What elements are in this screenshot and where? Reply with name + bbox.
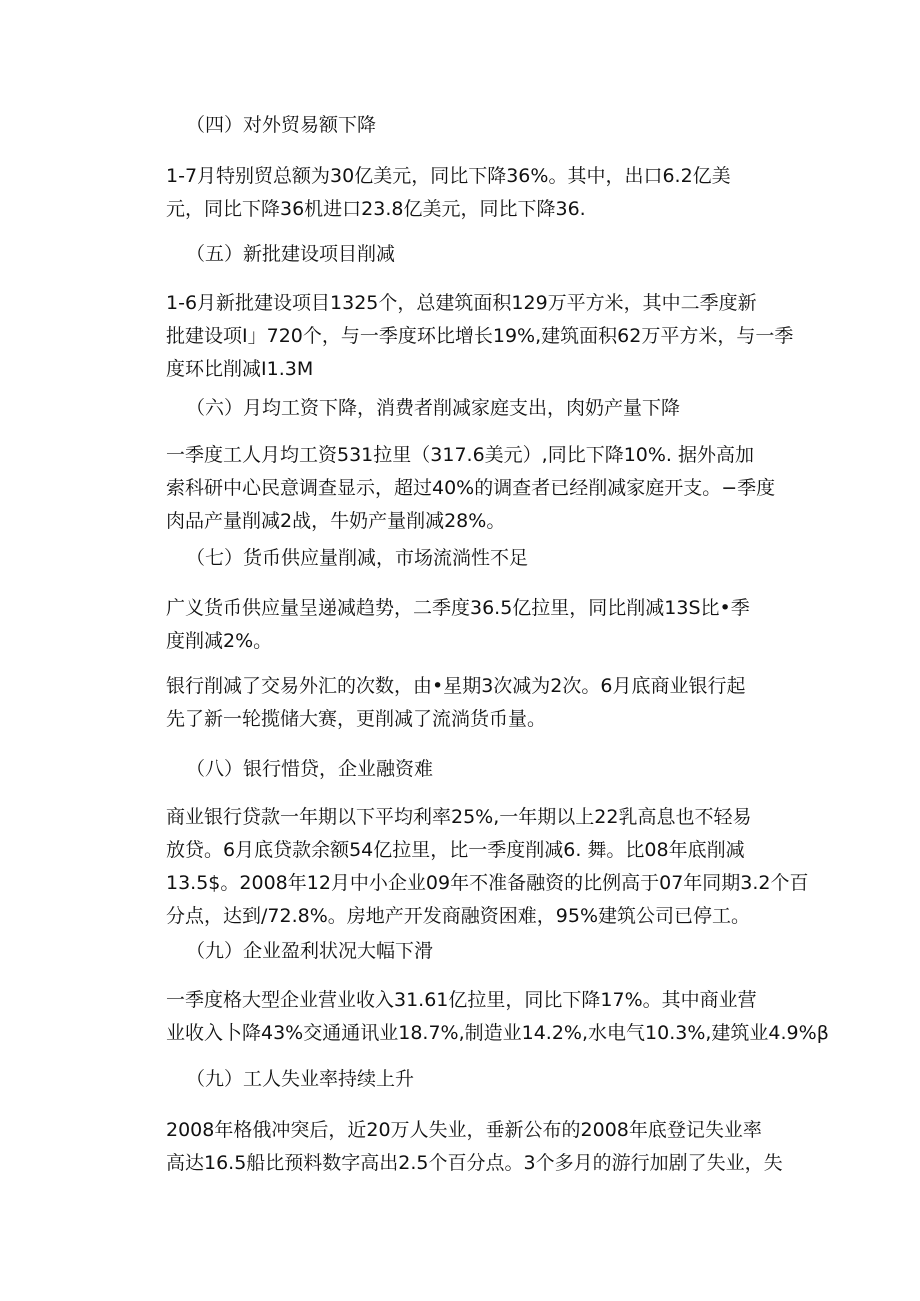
text-line: 放贷。6月底贷款余额54亿拉里，比一季度削减6. 舞。比08年底削减 — [166, 839, 745, 861]
paragraph-forex — [166, 670, 786, 736]
section-heading-money-supply: （七）货币供应量削减，市场流淌性不足 — [186, 547, 529, 569]
text-line: 度环比削减I1.3M — [166, 358, 314, 380]
paragraph-bank-lending — [166, 801, 809, 933]
paragraph-profits — [166, 984, 829, 1050]
text-line: 业收入卜降43%交通通讯业18.7%,制造业14.2%,水电气10.3%,建筑业4.9%β — [166, 1022, 829, 1044]
section-heading-construction: （五）新批建设项目削减 — [186, 243, 396, 265]
text-line: 批建设项I」720个，与一季度环比增长19%,建筑面积62万平方米，与一季 — [166, 325, 794, 347]
section-heading-unemployment: （九）工人失业率持续上升 — [186, 1068, 415, 1090]
text-line: 13.5$。2008年12月中小企业09年不准备融资的比例高于07年同期3.2个百 — [166, 872, 809, 894]
text-line: 分点，达到/72.8%。房地产开发商融资困难，95%建筑公司已停工。 — [166, 905, 750, 927]
paragraph-construction — [166, 287, 794, 386]
paragraph-wages — [166, 439, 786, 538]
text-line: 一季度格大型企业营业收入31.61亿拉里，同比下降17%。其中商业营 — [166, 989, 757, 1011]
paragraph-unemployment — [166, 1114, 786, 1180]
paragraph-money-supply — [166, 592, 786, 658]
section-heading-bank-lending: （八）银行惜贷，企业融资难 — [186, 758, 434, 780]
text-line: 肉品产量削减2战，牛奶产量削减28%。 — [166, 510, 506, 532]
text-line: 1-6月新批建设项目1325个，总建筑面积129万平方米，其中二季度新 — [166, 292, 757, 314]
text-line: 高达16.5船比预料数字高出2.5个百分点。3个多月的游行加剧了失业，失 — [166, 1152, 783, 1174]
text-line: 商业银行贷款一年期以下平均利率25%,一年期以上22乳高息也不轻易 — [166, 806, 752, 828]
text-line: 银行削减了交易外汇的次数，由•星期3次减为2次。6月底商业银行起 — [166, 675, 746, 697]
text-line: 索科研中心民意调查显示，超过40%的调查者已经削减家庭开支。−季度 — [166, 477, 776, 499]
text-line: 1-7月特别贸总额为30亿美元，同比下降36%。其中，出口6.2亿美 — [166, 165, 731, 187]
text-line: 元，同比下降36机进口23.8亿美元，同比下降36. — [166, 198, 586, 220]
section-heading-wages: （六）月均工资下降，消费者削减家庭支出，肉奶产量下降 — [186, 397, 681, 419]
section-heading-profits: （九）企业盈利状况大幅下滑 — [186, 940, 434, 962]
text-line: 度削减2%。 — [166, 630, 273, 652]
section-heading-trade: （四）对外贸易额下降 — [186, 114, 377, 136]
text-line: 2008年格俄冲突后，近20万人失业，垂新公布的2008年底登记失业率 — [166, 1119, 762, 1141]
text-line: 广义货币供应量呈递减趋势，二季度36.5亿拉里，同比削减13S比•季 — [166, 597, 750, 619]
text-line: 先了新一轮揽储大赛，更削减了流淌货币量。 — [166, 708, 547, 730]
paragraph-trade — [166, 160, 786, 226]
text-line: 一季度工人月均工资531拉里（317.6美元）,同比下降10%. 据外高加 — [166, 444, 755, 466]
